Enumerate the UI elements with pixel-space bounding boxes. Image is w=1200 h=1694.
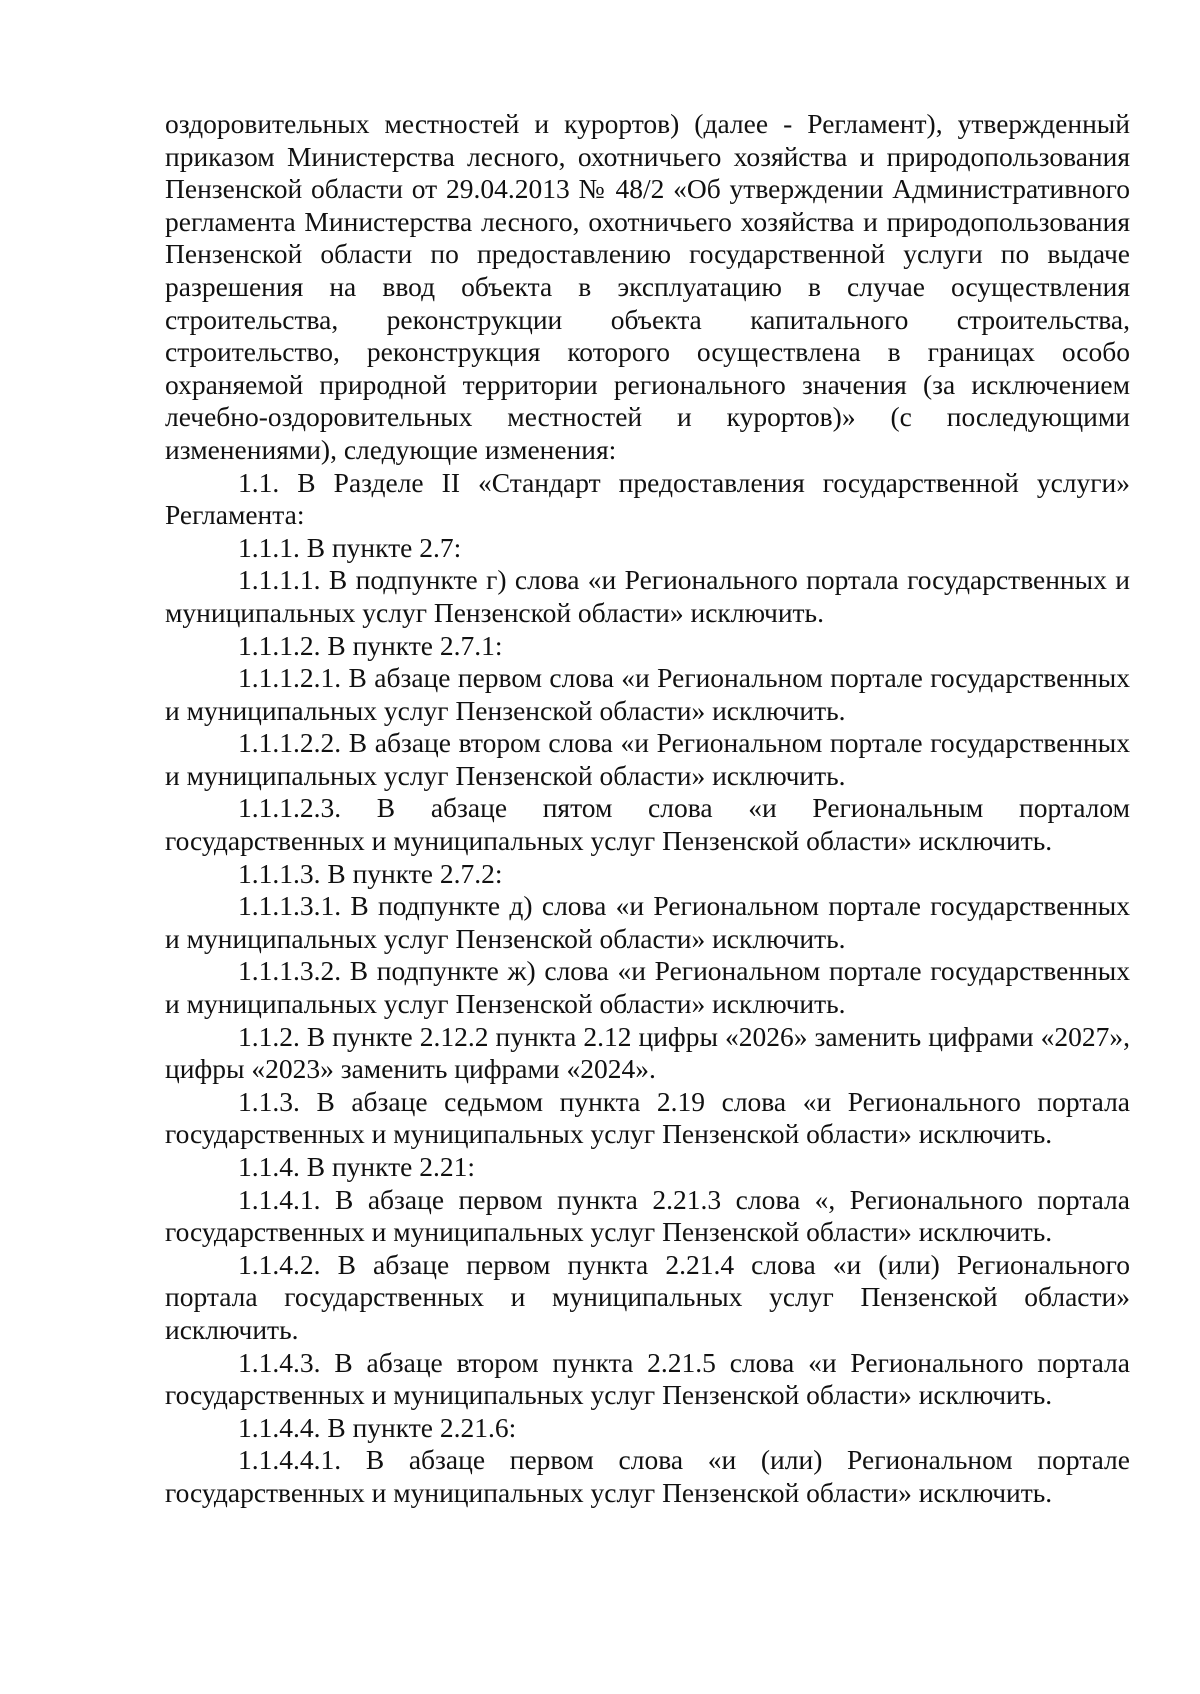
paragraph-1-1-2: 1.1.2. В пункте 2.12.2 пункта 2.12 цифры «2026» заменить цифрами «2027», цифры «2023» заменить цифрами «2024». (165, 1020, 1130, 1085)
paragraph-1-1-4-4: 1.1.4.4. В пункте 2.21.6: (238, 1411, 517, 1443)
paragraph-1-1-4-1: 1.1.4.1. В абзаце первом пункта 2.21.3 слова «, Регионального портала государственных и муниципальных услуг Пензенской области» исключить. (165, 1183, 1130, 1248)
paragraph-1-1-1: 1.1.1. В пункте 2.7: (238, 531, 462, 563)
paragraph-1-1-4-4-1: 1.1.4.4.1. В абзаце первом слова «и (или) Региональном портале государственных и муниципальных услуг Пензенской области» исключить. (165, 1444, 1130, 1508)
document-page (165, 108, 1130, 1510)
paragraph-1-1-1-2-3: 1.1.1.2.3. В абзаце пятом слова «и Региональным порталом государственных и муниципальных услуг Пензенской области» исключить. (165, 792, 1130, 857)
paragraph-intro: оздоровительных местностей и курортов) (далее - Регламент), утвержденный приказом Министерства лесного, охотничьего хозяйства и природопользования Пензенской области от 29.04.2013 № 48/2 «Об утверждении Административного регламента Министерства лесного, охотничьего хозяйства и природопользования Пензенской области по предоставлению государственной услуги по выдаче разрешения на ввод объекта в эксплуатацию в случае осуществления строительства, реконструкции объекта капитального строительства, строительство, реконструкция которого осуществлена в границах особо охраняемой природной территории регионального значения (за исключением лечебно-оздоровительных местностей и курортов)» (с последующими изменениями), следующие изменения: (165, 108, 1130, 465)
paragraph-1-1-1-2-1: 1.1.1.2.1. В абзаце первом слова «и Региональном портале государственных и муниципальных услуг Пензенской области» исключить. (165, 662, 1130, 726)
paragraph-1-1-1-2-2: 1.1.1.2.2. В абзаце втором слова «и Региональном портале государственных и муниципальных услуг Пензенской области» исключить. (165, 727, 1130, 791)
paragraph-1-1-1-3-2: 1.1.1.3.2. В подпункте ж) слова «и Региональном портале государственных и муниципальных услуг Пензенской области» исключить. (165, 955, 1130, 1020)
paragraph-1-1-4: 1.1.4. В пункте 2.21: (238, 1151, 476, 1182)
paragraph-1-1-1-3-1: 1.1.1.3.1. В подпункте д) слова «и Региональном портале государственных и муниципальных услуг Пензенской области» исключить. (165, 890, 1130, 954)
paragraph-1-1-1-2: 1.1.1.2. В пункте 2.7.1: (238, 629, 503, 661)
paragraph-1-1-1-3: 1.1.1.3. В пункте 2.7.2: (238, 857, 503, 889)
paragraph-1-1-4-2: 1.1.4.2. В абзаце первом пункта 2.21.4 слова «и (или) Регионального портала государственных и муниципальных услуг Пензенской области» исключить. (165, 1248, 1130, 1345)
paragraph-1-1-4-3: 1.1.4.3. В абзаце втором пункта 2.21.5 слова «и Регионального портала государственных и муниципальных услуг Пензенской области» исключить. (165, 1346, 1130, 1411)
paragraph-1-1-3: 1.1.3. В абзаце седьмом пункта 2.19 слова «и Регионального портала государственных и муниципальных услуг Пензенской области» исключить. (165, 1085, 1130, 1150)
paragraph-1-1-1-1: 1.1.1.1. В подпункте г) слова «и Регионального портала государственных и муниципальных услуг Пензенской области» исключить. (165, 564, 1130, 628)
paragraph-1-1: 1.1. В Разделе II «Стандарт предоставления государственной услуги» Регламента: (165, 466, 1130, 531)
